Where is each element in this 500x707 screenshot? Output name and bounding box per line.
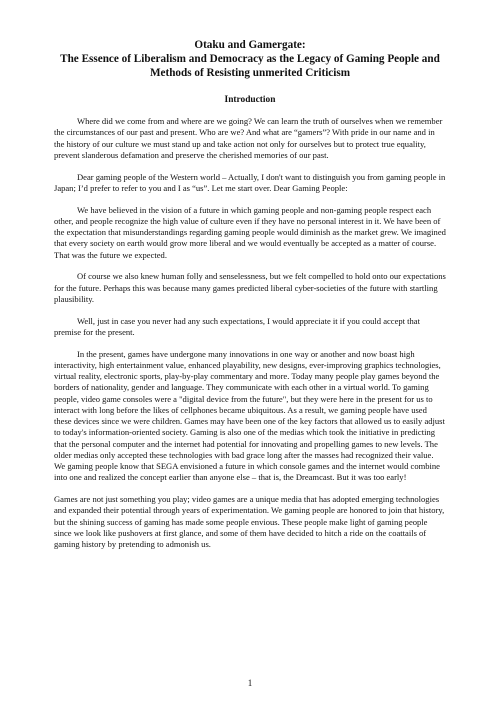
paragraph: Of course we also knew human folly and senselessness, but we felt compelled to hold onto our expectations for the future. Perhaps this was because many games predicted liberal cyber-societies of the future with startling plausibility.	[54, 271, 446, 304]
title-line-1: Otaku and Gamergate:	[194, 39, 306, 51]
page-number: 1	[247, 678, 253, 688]
paragraph: Well, just in case you never had any such expectations, I would appreciate it if you could accept that premise for the present.	[54, 315, 420, 337]
document-title	[54, 38, 446, 80]
paragraph: In the present, games have undergone many innovations in one way or another and now boast high interactivity, high entertainment value, enhanced playability, new designs, ever-improving graphics technologies, virtual reality, electronic sports, play-by-play commentary and more. Today many people play games beyond the borders of nationality, gender and language. They communicate with each other in a virtual world. To gaming people, video game consoles were a "digital device from the future", but they were here in the present for us to interact with long before the likes of cellphones became ubiquitous. As a result, we gaming people have used these devices since we were children. Games may have been one of the key factors that allowed us to easily adjust to today's information-oriented society. Gaming is also one of the medias which took the initiative in predicting that the personal computer and the internet had potential for innovating and propelling games to new levels. The older medias only accepted these technologies with bad grace long after the masses had recognized their value. We gaming people know that SEGA envisioned a future in which console games and the internet would combine into one and realized the concept earlier than anyone else – that is, the Dreamcast. But it was too early!	[54, 348, 445, 483]
paragraph: We have believed in the vision of a future in which gaming people and non-gaming people respect each other, and people recognize the high value of culture even if they have no personal interest in it. We have been of the expectation that misunderstandings regarding gaming people would diminish as the market grew. We imagined that every society on earth would grow more liberal and we would eventually be accepted as a matter of course. That was the future we expected.	[54, 204, 446, 260]
title-line-2: The Essence of Liberalism and Democracy as the Legacy of Gaming People and Methods of Resisting unmerited Criticism	[60, 53, 440, 79]
paragraph: Dear gaming people of the Western world – Actually, I don't want to distinguish you from gaming people in Japan; I’d prefer to refer to you and I as “us”. Let me start over. Dear Gaming People:	[54, 171, 446, 193]
paragraph: Where did we come from and where are we going? We can learn the truth of ourselves when we remember the circumstances of our past and present. Who are we? And what are “gamers”? With pride in our name and in the history of our culture we must stand up and take action not only for ourselves but to protect true equality, prevent slanderous defamation and preserve the cherished memories of our past.	[54, 116, 443, 160]
section-heading: Introduction	[224, 95, 276, 105]
paragraph: Games are not just something you play; video games are a unique media that has adopted emerging technologies and expanded their potential through years of experimentation. We gaming people are honored to join that history, but the shining success of gaming has made some people envious. These people make light of gaming people since we look like pushovers at first glance, and some of them have decided to hitch a ride on the coattails of gaming history by pretending to admonish us.	[54, 494, 445, 549]
